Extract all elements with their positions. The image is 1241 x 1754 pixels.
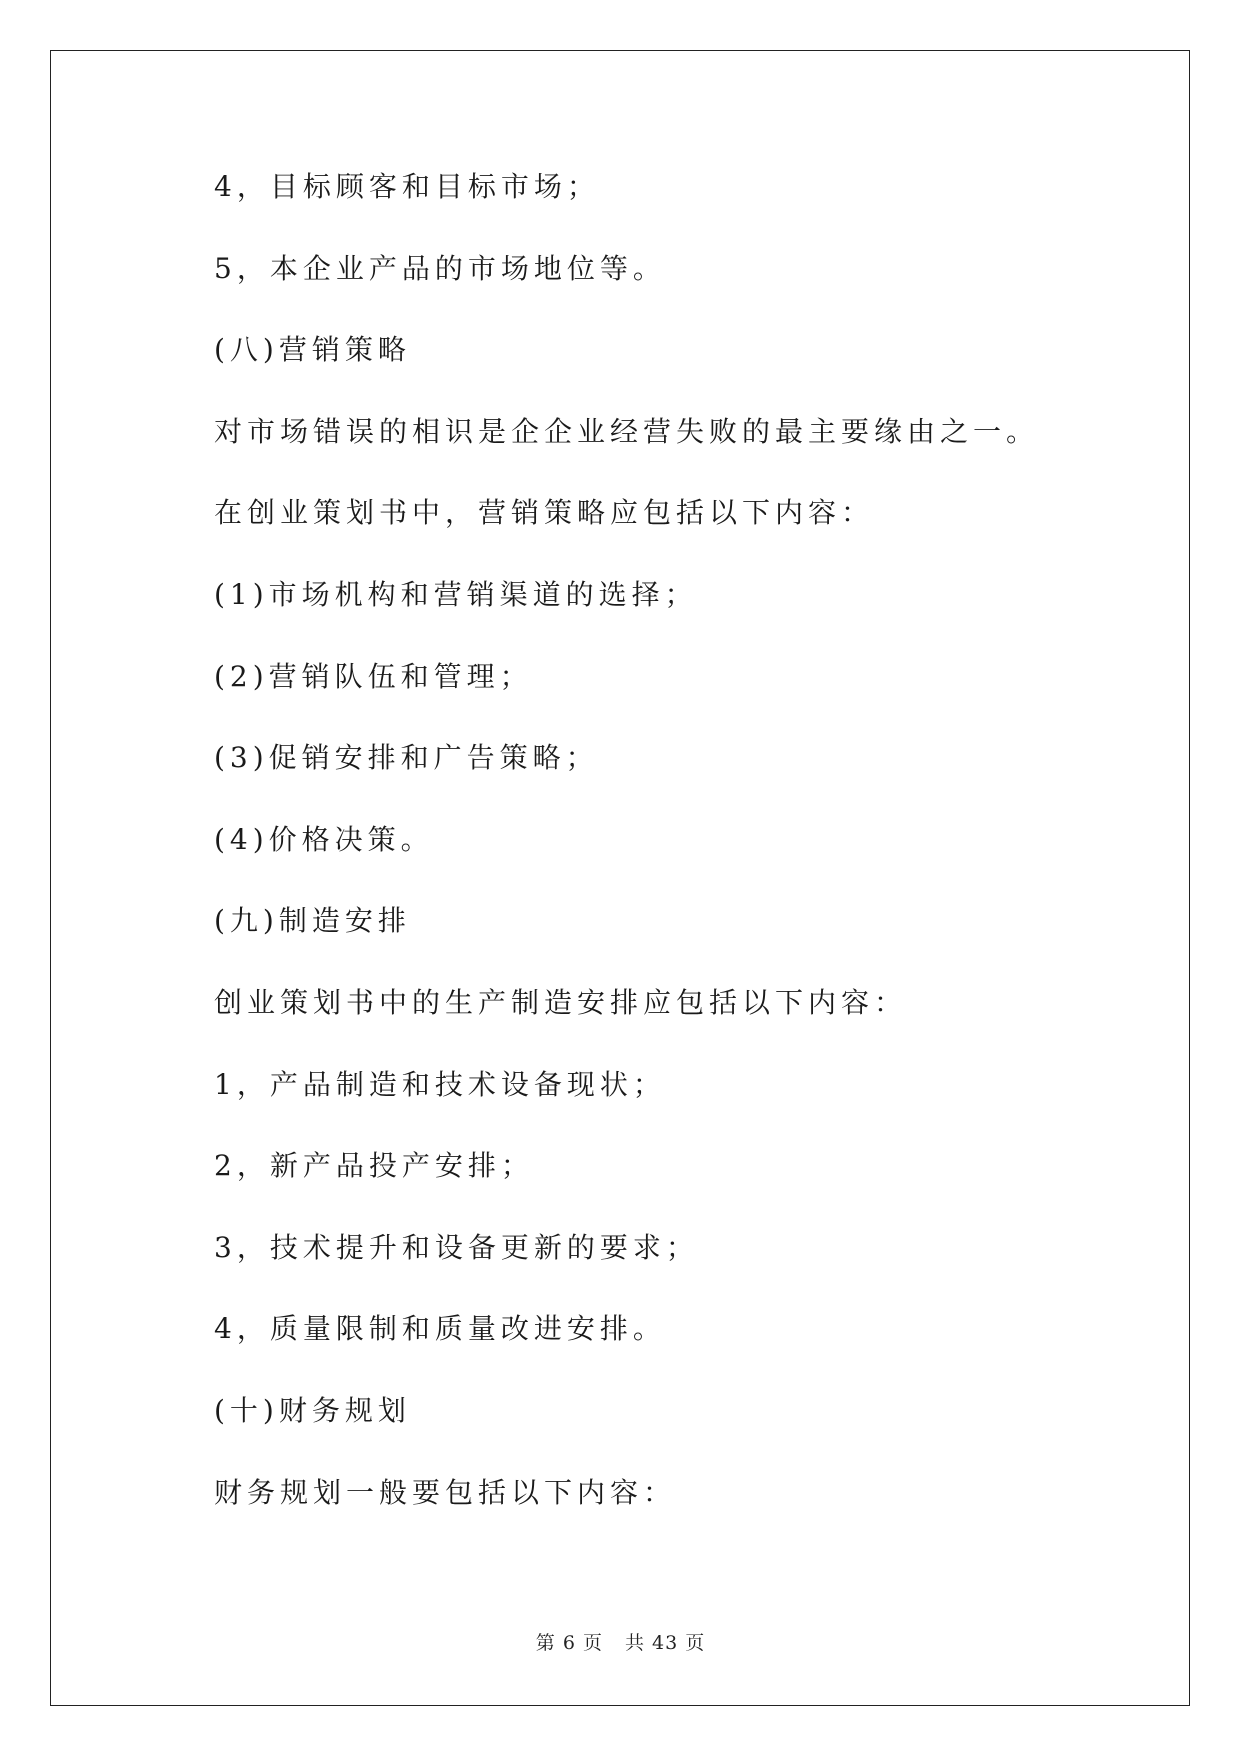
text-line: 创业策划书中的生产制造安排应包括以下内容：: [214, 985, 908, 1019]
page-footer: [0, 1628, 1241, 1655]
list-item: 4，质量限制和质量改进安排。: [214, 1312, 666, 1346]
list-item: 1，产品制造和技术设备现状；: [214, 1067, 666, 1101]
document-body: [214, 168, 1114, 1555]
list-item: (4)价格决策。: [214, 822, 434, 856]
text-line: 在创业策划书中，营销策略应包括以下内容：: [214, 496, 875, 530]
list-item: 2，新产品投产安排；: [214, 1149, 534, 1183]
section-heading: (十)财务规划: [214, 1393, 411, 1427]
text-line: 对市场错误的相识是企企业经营失败的最主要缘由之一。: [214, 414, 1040, 448]
list-item: (1)市场机构和营销渠道的选择；: [214, 577, 698, 611]
list-item: 3，技术提升和设备更新的要求；: [214, 1230, 699, 1264]
list-item: (2)营销队伍和管理；: [214, 659, 533, 693]
text-line: 财务规划一般要包括以下内容：: [214, 1475, 677, 1509]
section-heading: (八)营销策略: [214, 333, 411, 367]
page-number: 第 6 页: [535, 1632, 603, 1654]
text-line: 5，本企业产品的市场地位等。: [214, 251, 666, 285]
page-total: 共 43 页: [624, 1632, 706, 1654]
text-line: 4，目标顾客和目标市场；: [214, 170, 600, 203]
list-item: (3)促销安排和广告策略；: [214, 741, 599, 775]
section-heading: (九)制造安排: [214, 904, 411, 938]
